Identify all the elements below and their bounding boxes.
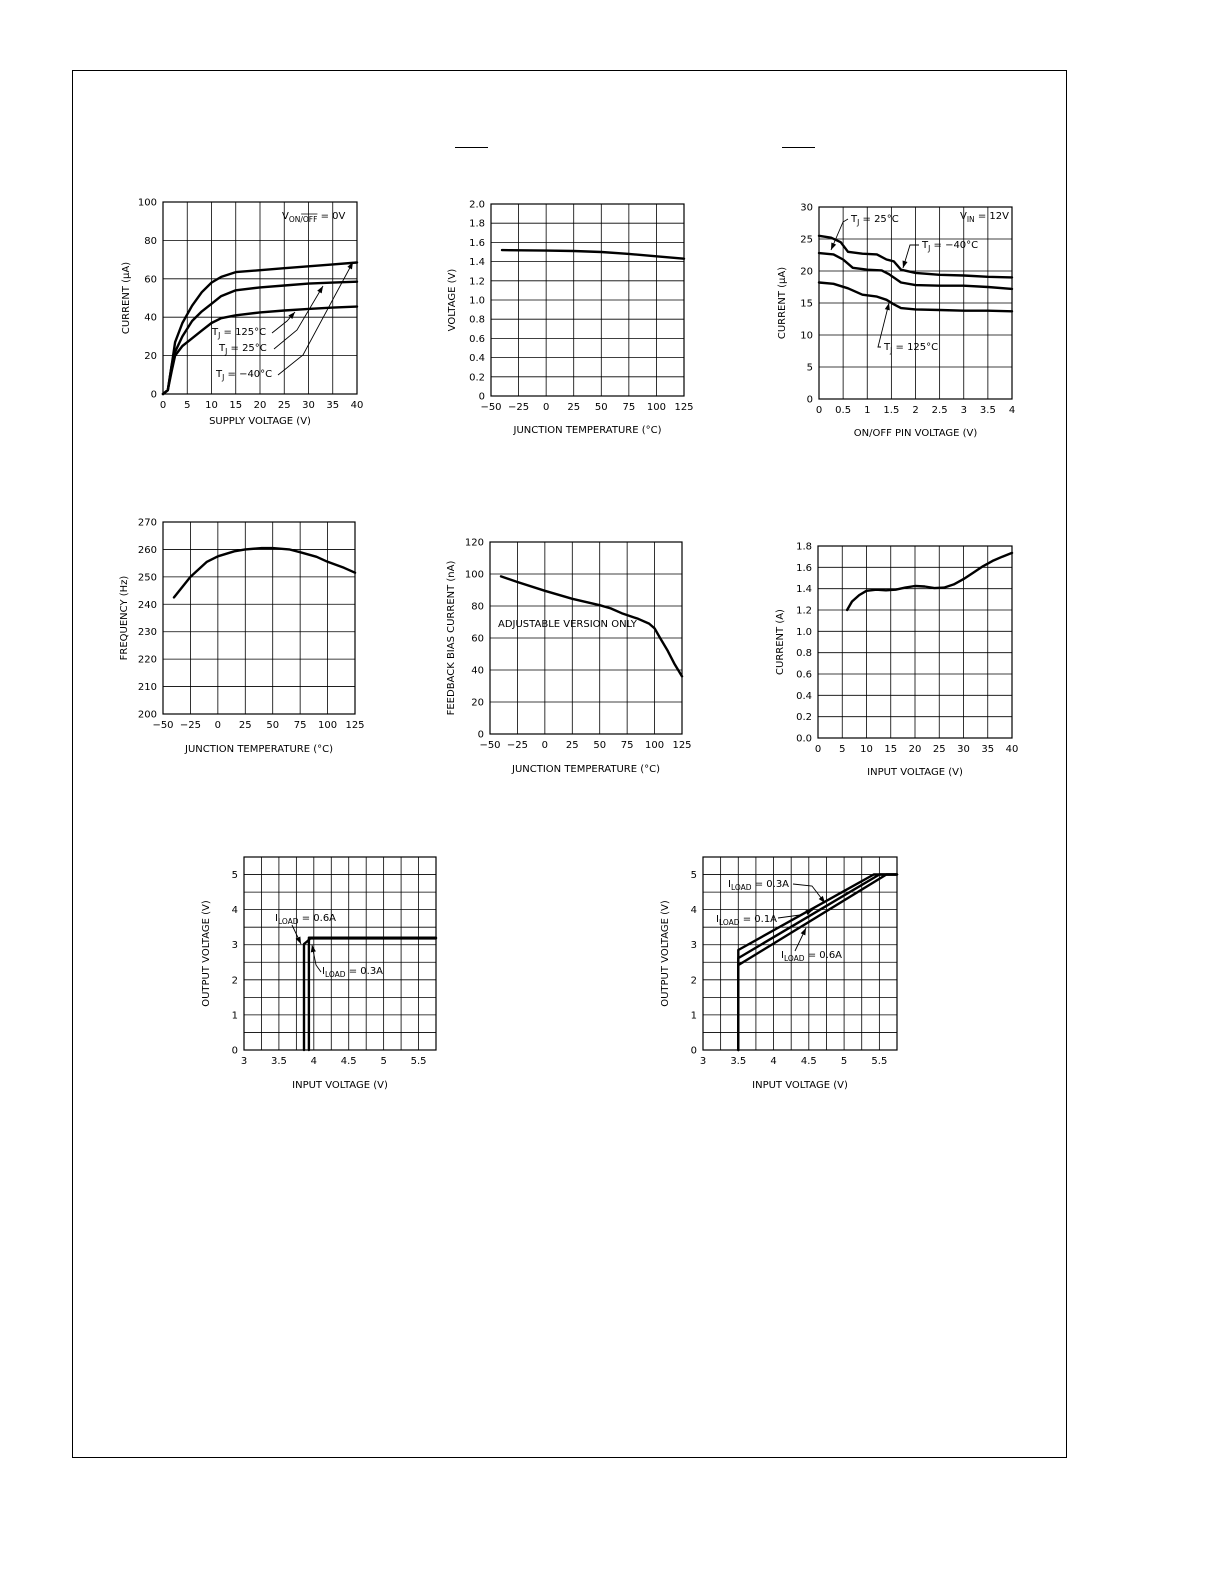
x-tick-label: 25 xyxy=(277,400,291,411)
series-label-3-sub: J xyxy=(890,346,893,355)
y-tick-label: 0 xyxy=(150,389,157,401)
x-tick-label: 10 xyxy=(860,744,873,755)
chart-4 xyxy=(119,518,365,756)
y-tick-label: 4 xyxy=(231,905,238,917)
series-label-2-sub: J xyxy=(225,347,228,356)
y-tick-label: 1.0 xyxy=(469,295,485,307)
y-tick-label: 0.6 xyxy=(796,669,812,681)
y-axis-label: CURRENT (A) xyxy=(775,609,786,675)
chart-6 xyxy=(775,542,1018,779)
x-tick-label: 100 xyxy=(645,740,665,751)
y-tick-label: 20 xyxy=(471,697,484,709)
x-tick-label: 50 xyxy=(594,402,608,413)
series-label-2-rest: = 0.3A xyxy=(345,966,384,977)
y-axis-label: FEEDBACK BIAS CURRENT (nA) xyxy=(446,560,457,716)
y-tick-label: 260 xyxy=(137,544,157,556)
x-tick-label: −50 xyxy=(152,720,174,731)
x-tick-label: 5 xyxy=(840,1056,848,1067)
y-tick-label: 0 xyxy=(806,394,813,406)
x-axis-label: JUNCTION TEMPERATURE (°C) xyxy=(185,744,333,755)
y-tick-label: 25 xyxy=(800,234,813,246)
series-label-1-sub: J xyxy=(857,218,860,227)
y-tick-label: 20 xyxy=(144,351,157,363)
y-tick-label: 2 xyxy=(231,975,238,987)
y-tick-label: 100 xyxy=(137,197,157,209)
x-tick-label: 75 xyxy=(293,720,307,731)
series-line-1 xyxy=(847,553,1012,610)
x-tick-label: 35 xyxy=(326,400,340,411)
x-tick-label: 2.5 xyxy=(931,405,948,416)
series-label-3 xyxy=(215,369,272,382)
x-tick-label: 0.5 xyxy=(835,405,852,416)
series-label-1-rest: = 25°C xyxy=(859,214,899,225)
x-axis-label: INPUT VOLTAGE (V) xyxy=(292,1080,388,1091)
grid xyxy=(244,857,436,1050)
y-axis-label: OUTPUT VOLTAGE (V) xyxy=(660,900,671,1007)
y-tick-label: 2.0 xyxy=(469,199,485,211)
y-tick-label: 1.8 xyxy=(796,541,812,553)
series-label-1-rest: = 125°C xyxy=(220,327,267,338)
x-tick-label: 0 xyxy=(815,405,823,416)
series-label-1-sub: LOAD xyxy=(730,883,752,892)
y-tick-label: 5 xyxy=(806,362,813,374)
grid xyxy=(818,546,1012,738)
annotation-sub: ON/OFF xyxy=(288,215,318,224)
y-tick-label: 1.4 xyxy=(469,257,485,269)
x-tick-label: 0 xyxy=(814,744,822,755)
y-tick-label: 10 xyxy=(800,330,813,342)
series-label-1-main: T xyxy=(212,327,219,338)
leader-arrow xyxy=(311,945,316,952)
y-tick-label: 1.2 xyxy=(469,276,485,288)
y-tick-label: 40 xyxy=(471,665,484,677)
x-tick-label: −50 xyxy=(480,402,502,413)
y-tick-label: 5 xyxy=(690,870,697,882)
x-tick-label: 10 xyxy=(205,400,218,411)
x-tick-label: 25 xyxy=(238,720,252,731)
x-tick-label: 5.5 xyxy=(871,1056,888,1067)
series-label-2-main: T xyxy=(219,343,226,354)
x-tick-label: 0 xyxy=(541,740,549,751)
series-label-1-main: I xyxy=(728,879,731,890)
series-label-1-rest: = 0.6A xyxy=(298,913,337,924)
y-tick-label: 0.4 xyxy=(796,690,812,702)
x-tick-label: 15 xyxy=(884,744,898,755)
x-tick-label: 3 xyxy=(240,1056,248,1067)
y-tick-label: 210 xyxy=(137,682,157,694)
series-label-3-main: T xyxy=(216,369,223,380)
series-label-3-rest: = 125°C xyxy=(892,342,939,353)
series-label-2-sub: J xyxy=(928,244,931,253)
x-tick-label: 100 xyxy=(318,720,338,731)
series-label-1-main: T xyxy=(851,214,858,225)
annotation-rest: = 12V xyxy=(974,211,1009,222)
annotation xyxy=(960,211,1009,224)
x-tick-label: 3 xyxy=(960,405,967,416)
x-axis-label: INPUT VOLTAGE (V) xyxy=(752,1080,848,1091)
y-axis-label: CURRENT (μA) xyxy=(777,266,788,340)
series-label-2 xyxy=(218,343,267,356)
x-tick-label: 25 xyxy=(932,744,946,755)
y-tick-label: 0.6 xyxy=(469,333,485,345)
y-tick-label: 0.8 xyxy=(796,648,812,660)
x-tick-label: 3.5 xyxy=(730,1056,747,1067)
y-tick-label: 1 xyxy=(690,1010,697,1022)
plot-frame xyxy=(163,522,355,714)
x-tick-label: 4 xyxy=(1008,405,1016,416)
x-tick-label: −25 xyxy=(179,720,201,731)
y-tick-label: 240 xyxy=(137,599,157,611)
x-tick-label: 5 xyxy=(839,744,846,755)
series-label-3-sub: J xyxy=(222,373,225,382)
y-tick-label: 1.6 xyxy=(469,237,485,249)
x-tick-label: 3 xyxy=(699,1056,707,1067)
series-label-2-rest: = 25°C xyxy=(227,343,267,354)
annotation-main: ADJUSTABLE VERSION ONLY xyxy=(498,619,637,630)
y-tick-label: 0.2 xyxy=(469,372,485,384)
x-tick-label: 25 xyxy=(567,402,581,413)
y-tick-label: 0 xyxy=(478,391,485,403)
y-tick-label: 0.2 xyxy=(796,712,812,724)
y-tick-label: 1.8 xyxy=(469,218,485,230)
y-tick-label: 0 xyxy=(231,1045,238,1057)
x-tick-label: 125 xyxy=(674,402,694,413)
plot-frame xyxy=(244,857,436,1050)
series-label-1 xyxy=(728,879,789,892)
grid xyxy=(491,204,684,396)
y-axis-label: CURRENT (μA) xyxy=(121,261,132,335)
series-label-1-rest: = 0.3A xyxy=(751,879,790,890)
x-tick-label: 15 xyxy=(229,400,243,411)
annotation xyxy=(498,619,638,630)
series-label-1 xyxy=(275,913,336,926)
series-label-2-sub: LOAD xyxy=(324,970,346,979)
x-tick-label: 3.5 xyxy=(979,405,996,416)
x-tick-label: 30 xyxy=(957,744,970,755)
grid xyxy=(490,542,682,734)
series-label-2-main: I xyxy=(716,914,719,925)
y-tick-label: 100 xyxy=(464,569,484,581)
x-axis-label: SUPPLY VOLTAGE (V) xyxy=(209,416,311,427)
series-label-3-main: T xyxy=(884,342,891,353)
y-tick-label: 20 xyxy=(800,266,813,278)
grid xyxy=(163,522,355,714)
annotation-sub: IN xyxy=(966,215,975,224)
y-tick-label: 15 xyxy=(800,298,813,310)
y-tick-label: 1 xyxy=(231,1010,238,1022)
series-label-2-rest: = −40°C xyxy=(930,240,979,251)
y-tick-label: 0 xyxy=(690,1045,697,1057)
annotation xyxy=(282,211,346,224)
leader-arrow xyxy=(801,928,806,935)
chart-8 xyxy=(660,857,897,1091)
y-tick-label: 4 xyxy=(690,905,697,917)
x-tick-label: 4.5 xyxy=(340,1056,357,1067)
series-label-2 xyxy=(921,240,978,253)
x-axis-label: INPUT VOLTAGE (V) xyxy=(867,767,963,778)
y-tick-label: 3 xyxy=(231,940,238,952)
y-tick-label: 0.0 xyxy=(796,733,812,745)
chart-5 xyxy=(446,538,692,776)
y-tick-label: 1.0 xyxy=(796,626,812,638)
x-tick-label: 25 xyxy=(565,740,579,751)
x-tick-label: −25 xyxy=(506,740,528,751)
series-label-2-rest: = 0.1A xyxy=(739,914,778,925)
y-tick-label: 120 xyxy=(464,537,484,549)
series-line-1 xyxy=(304,938,436,1050)
y-tick-label: 1.4 xyxy=(796,584,812,596)
x-tick-label: 50 xyxy=(593,740,607,751)
x-tick-label: 3.5 xyxy=(270,1056,287,1067)
y-tick-label: 230 xyxy=(137,627,157,639)
x-tick-label: 5.5 xyxy=(410,1056,427,1067)
grid xyxy=(163,202,357,394)
x-tick-label: 0 xyxy=(214,720,222,731)
x-tick-label: 20 xyxy=(908,744,922,755)
y-tick-label: 2 xyxy=(690,975,697,987)
y-tick-label: 220 xyxy=(137,654,157,666)
series-label-1-main: I xyxy=(275,913,278,924)
leader-arrow xyxy=(903,261,908,268)
y-tick-label: 80 xyxy=(144,235,157,247)
x-tick-label: 4 xyxy=(770,1056,777,1067)
y-tick-label: 200 xyxy=(137,709,157,721)
chart-7 xyxy=(201,857,436,1091)
x-axis-label: ON/OFF PIN VOLTAGE (V) xyxy=(853,428,978,439)
annotation-rest: = 0V xyxy=(317,211,346,222)
y-tick-label: 3 xyxy=(690,940,697,952)
leader-arrow xyxy=(885,303,890,310)
x-tick-label: 5 xyxy=(380,1056,387,1067)
x-axis-label: JUNCTION TEMPERATURE (°C) xyxy=(512,764,660,775)
series-label-2-main: I xyxy=(322,966,325,977)
chart-3 xyxy=(777,203,1015,440)
series-label-2-main: T xyxy=(922,240,929,251)
x-tick-label: 1.5 xyxy=(883,405,900,416)
x-tick-label: 75 xyxy=(622,402,636,413)
x-tick-label: 125 xyxy=(672,740,692,751)
x-tick-label: 75 xyxy=(620,740,634,751)
x-tick-label: 0 xyxy=(542,402,550,413)
grid xyxy=(819,207,1012,399)
y-tick-label: 1.6 xyxy=(796,562,812,574)
x-tick-label: −50 xyxy=(479,740,501,751)
x-tick-label: 30 xyxy=(302,400,315,411)
leader-arrow xyxy=(317,286,323,293)
series-line-2 xyxy=(309,938,436,1050)
x-tick-label: 50 xyxy=(266,720,280,731)
series-label-3-rest: = 0.6A xyxy=(804,950,843,961)
y-tick-label: 80 xyxy=(471,601,484,613)
series-label-2 xyxy=(716,914,777,927)
x-tick-label: 20 xyxy=(253,400,267,411)
leader-arrow xyxy=(831,243,836,250)
series-label-1-sub: LOAD xyxy=(277,917,299,926)
series-label-3-sub: LOAD xyxy=(783,954,805,963)
x-tick-label: 35 xyxy=(981,744,995,755)
x-tick-label: 0 xyxy=(159,400,167,411)
x-tick-label: −25 xyxy=(508,402,530,413)
x-tick-label: 4 xyxy=(310,1056,318,1067)
y-tick-label: 0.8 xyxy=(469,314,485,326)
y-tick-label: 250 xyxy=(137,572,157,584)
x-tick-label: 125 xyxy=(345,720,365,731)
y-tick-label: 30 xyxy=(800,202,813,214)
x-tick-label: 100 xyxy=(646,402,666,413)
series-label-3 xyxy=(781,950,842,963)
x-tick-label: 2 xyxy=(912,405,919,416)
series-label-1 xyxy=(211,327,266,340)
x-tick-label: 4.5 xyxy=(800,1056,817,1067)
x-tick-label: 5 xyxy=(184,400,191,411)
y-tick-label: 0.4 xyxy=(469,353,485,365)
x-tick-label: 40 xyxy=(1005,744,1019,755)
leader-arrow xyxy=(819,896,825,903)
chart-2 xyxy=(447,200,694,437)
y-tick-label: 1.2 xyxy=(796,605,812,617)
chart-1 xyxy=(121,198,363,428)
y-tick-label: 40 xyxy=(144,312,157,324)
x-axis-label: JUNCTION TEMPERATURE (°C) xyxy=(513,425,662,436)
y-tick-label: 0 xyxy=(477,729,484,741)
y-axis-label: VOLTAGE (V) xyxy=(447,268,458,332)
y-axis-label: FREQUENCY (Hz) xyxy=(119,575,130,661)
series-label-1-sub: J xyxy=(218,331,221,340)
series-label-3-main: I xyxy=(781,950,784,961)
series-label-2-sub: LOAD xyxy=(718,918,740,927)
y-tick-label: 60 xyxy=(471,633,484,645)
y-axis-label: OUTPUT VOLTAGE (V) xyxy=(201,900,212,1007)
y-tick-label: 5 xyxy=(231,870,238,882)
y-tick-label: 270 xyxy=(137,517,157,529)
annotation-main: V xyxy=(960,211,967,222)
series-label-3-rest: = −40°C xyxy=(224,369,273,380)
x-tick-label: 40 xyxy=(350,400,364,411)
annotation-main: V xyxy=(282,211,289,222)
x-tick-label: 1 xyxy=(864,405,871,416)
y-tick-label: 60 xyxy=(144,274,157,286)
